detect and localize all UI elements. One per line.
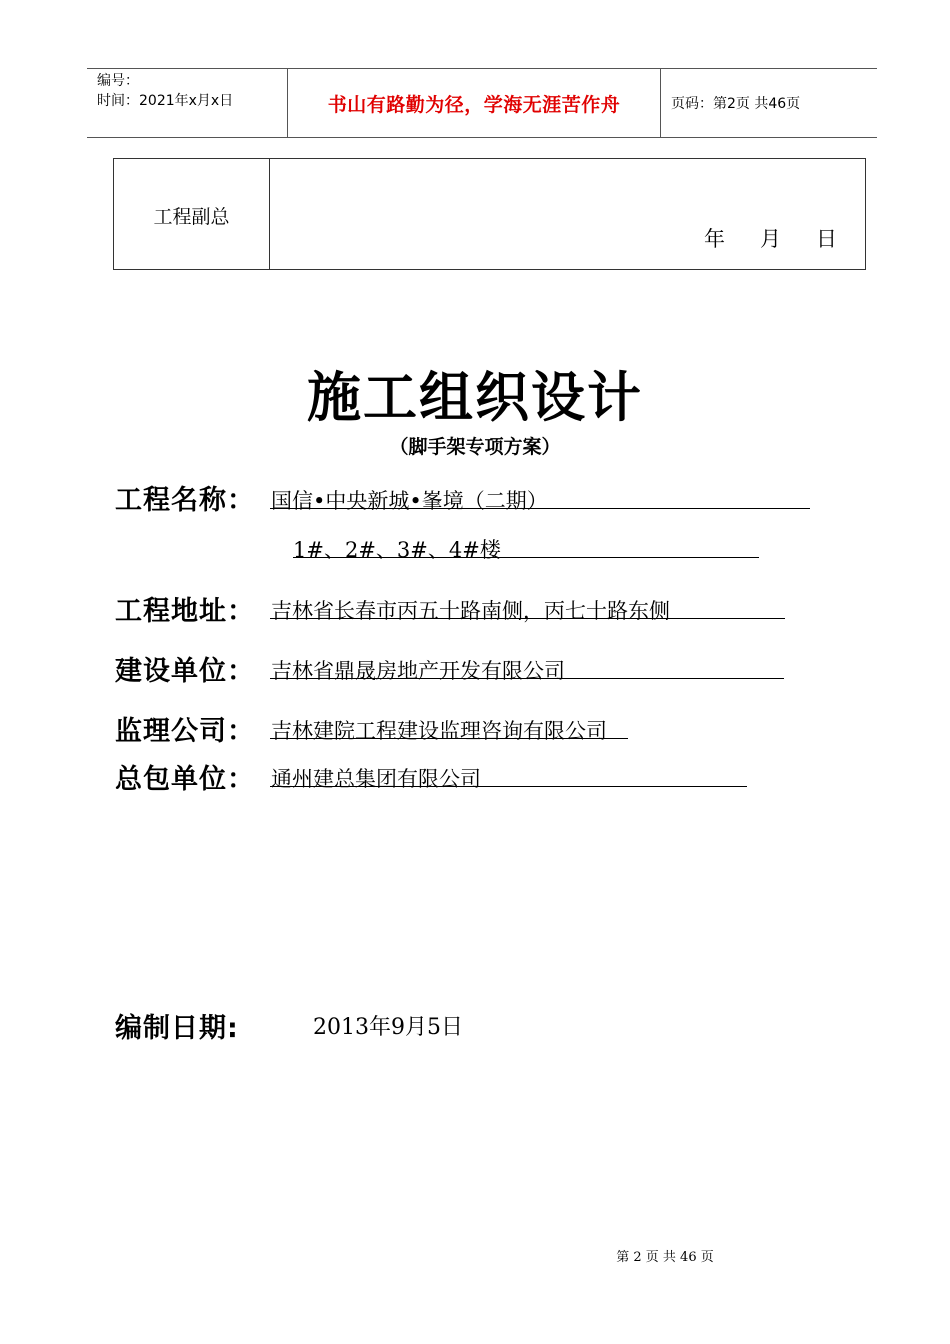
project-address-underline <box>270 618 785 619</box>
approval-month: 月 <box>760 227 781 251</box>
document-title: 施工组织设计 <box>307 365 643 429</box>
serial-label: 编号： <box>97 73 139 89</box>
project-name-underline-2 <box>293 557 759 558</box>
contractor-label: 总包单位： <box>115 764 255 795</box>
supervisor-underline <box>270 738 628 739</box>
project-address: 吉林省长春市丙五十路南侧，丙七十路东侧 <box>271 599 670 623</box>
header-motto: 书山有路勤为径，学海无涯苦作舟 <box>327 93 621 116</box>
project-address-label: 工程地址： <box>115 596 255 627</box>
builder-value: 吉林省鼎晟房地产开发有限公司 <box>271 659 565 683</box>
contractor-underline <box>270 786 747 787</box>
builder-underline <box>270 678 784 679</box>
header-divider <box>660 69 661 137</box>
header-meta <box>97 71 233 111</box>
contractor-value: 通州建总集团有限公司 <box>271 767 481 791</box>
project-name-underline <box>270 508 810 509</box>
approval-divider <box>269 159 270 269</box>
header-page-code: 页码：第2页 共46页 <box>671 96 801 112</box>
supervisor-label: 监理公司： <box>115 716 255 747</box>
project-name-line2: 1#、2#、3#、4#楼 <box>293 538 501 562</box>
approval-role: 工程副总 <box>153 206 230 228</box>
compile-date-value: 2013年9月5日 <box>313 1015 463 1040</box>
footer-page-number: 第 2 页 共 46 页 <box>616 1250 714 1265</box>
approval-day: 日 <box>816 227 837 251</box>
compile-date-label: 编制日期: <box>115 1013 239 1044</box>
page-footer <box>0 1246 950 1265</box>
supervisor-value: 吉林建院工程建设监理咨询有限公司 <box>271 719 607 743</box>
page-header <box>87 68 877 138</box>
approval-table <box>113 158 866 270</box>
project-name-line1: 国信•中央新城•峯境（二期） <box>271 489 548 513</box>
time-label: 时间：2021年x月x日 <box>97 93 234 109</box>
project-name-label: 工程名称： <box>115 485 255 516</box>
approval-year: 年 <box>704 227 725 251</box>
builder-label: 建设单位： <box>115 656 255 687</box>
document-subtitle: （脚手架专项方案） <box>389 436 561 458</box>
